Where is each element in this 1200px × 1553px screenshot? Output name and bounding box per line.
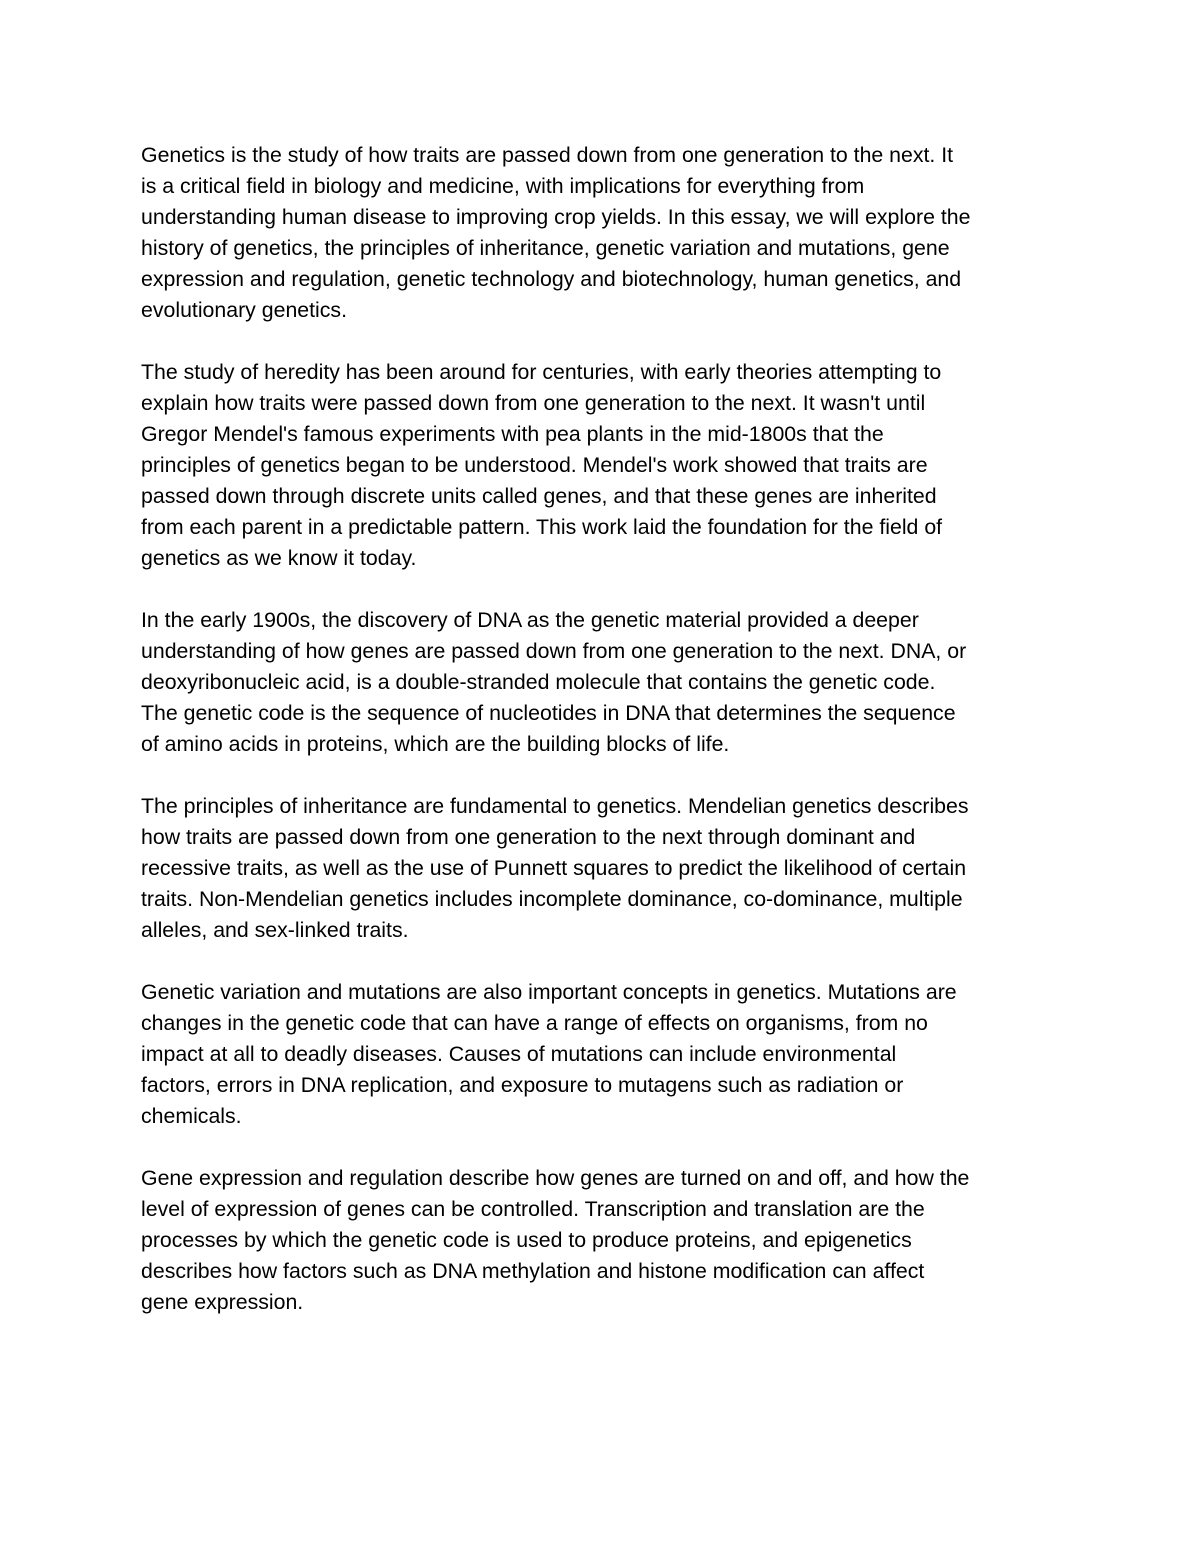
paragraph-introduction: Genetics is the study of how traits are passed down from one generation to the next. It is a critical field in biology and medicine, with implications for everything from understanding human disease to improving crop yields. In this essay, we will explore the history of genetics, the principles of inheritance, genetic variation and mutations, gene expression and regulation, genetic technology and biotechnology, human genetics, and evolutionary genetics. [141,143,971,322]
paragraph-variation-mutations: Genetic variation and mutations are also important concepts in genetics. Mutations are changes in the genetic code that can have a range of effects on organisms, from no impact at all to deadly diseases. Causes of mutations can include environmental factors, errors in DNA replication, and exposure to mutagens such as radiation or chemicals. [141,980,957,1128]
paragraph-history: The study of heredity has been around for centuries, with early theories attempting to explain how traits were passed down from one generation to the next. It wasn't until Gregor Mendel's famous experiments with pea plants in the mid-1800s that the principles of genetics began to be understood. Mendel's work showed that traits are passed down through discrete units called genes, and that these genes are inherited from each parent in a predictable pattern. This work laid the foundation for the field of genetics as we know it today. [141,360,943,570]
paragraph-inheritance: The principles of inheritance are fundamental to genetics. Mendelian genetics describes how traits are passed down from one generation to the next through dominant and recessive traits, as well as the use of Punnett squares to predict the likelihood of certain traits. Non-Mendelian genetics includes incomplete dominance, co-dominance, multiple alleles, and sex-linked traits. [141,794,969,942]
paragraph-dna-discovery: In the early 1900s, the discovery of DNA as the genetic material provided a deeper understanding of how genes are passed down from one generation to the next. DNA, or deoxyribonucleic acid, is a double-stranded molecule that contains the genetic code. The genetic code is the sequence of nucleotides in DNA that determines the sequence of amino acids in proteins, which are the building blocks of life. [141,608,967,756]
document-body [141,140,1071,1349]
paragraph-gene-expression: Gene expression and regulation describe how genes are turned on and off, and how the level of expression of genes can be controlled. Transcription and translation are the processes by which the genetic code is used to produce proteins, and epigenetics describes how factors such as DNA methylation and histone modification can affect gene expression. [141,1166,970,1314]
